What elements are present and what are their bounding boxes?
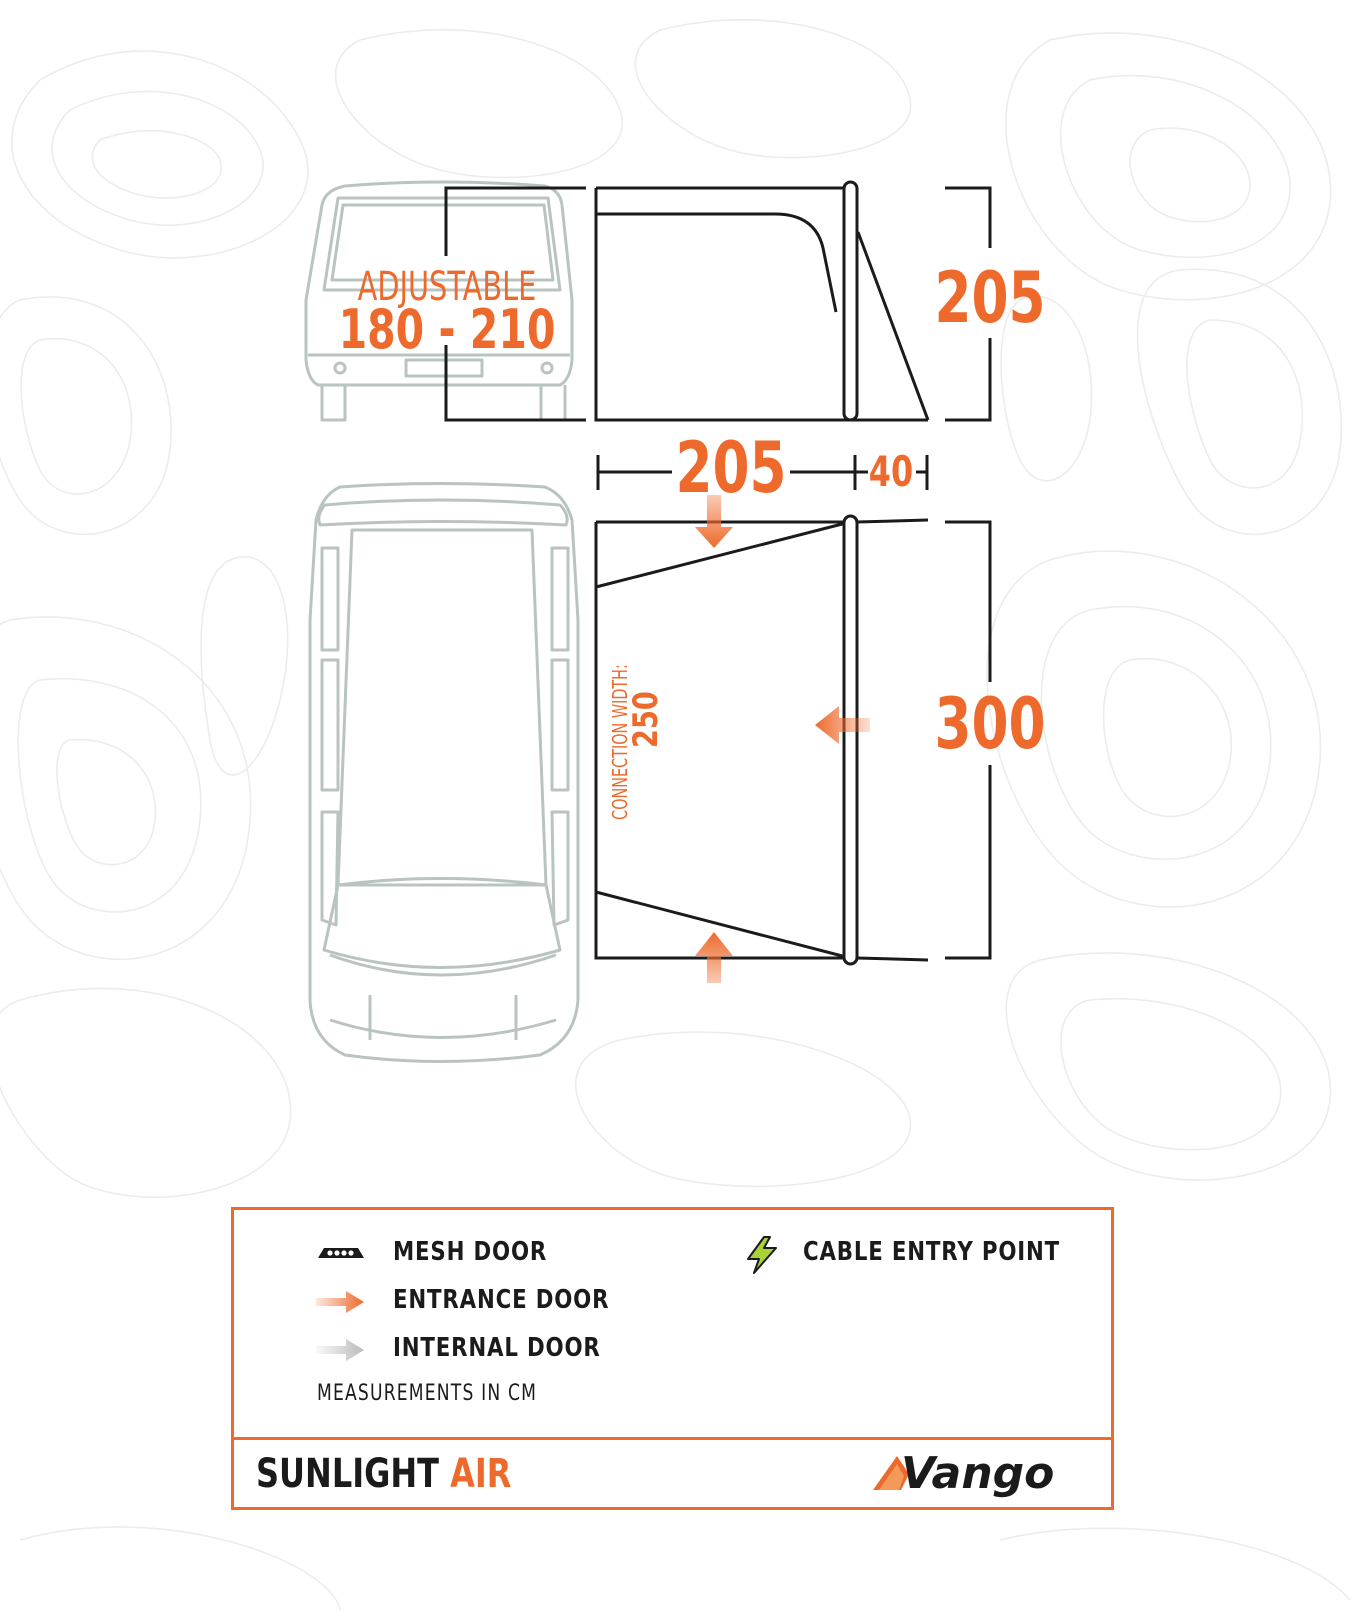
cable-entry-lightning-icon	[742, 1235, 782, 1275]
legend-entrance-door: ENTRANCE DOOR	[393, 1285, 610, 1315]
product-title	[256, 1451, 511, 1497]
side-extension-dimension: 40	[868, 446, 914, 497]
vango-logo	[871, 1446, 1071, 1506]
mesh-door-icon	[316, 1246, 366, 1260]
connection-width-value: 250	[626, 691, 666, 748]
entrance-door-arrow-icon	[316, 1290, 366, 1314]
side-height-dimension: 205	[934, 256, 1046, 339]
vango-logo-text: Vango	[901, 1448, 1055, 1499]
product-name-main: SUNLIGHT	[256, 1451, 439, 1497]
adjustable-label: ADJUSTABLE	[357, 264, 537, 311]
legend-internal-door: INTERNAL DOOR	[393, 1333, 601, 1363]
internal-door-arrow-icon	[316, 1338, 366, 1362]
vehicle-top-view	[310, 484, 578, 1062]
plan-width-dimension: 300	[934, 682, 1046, 765]
legend-measurements-note: MEASUREMENTS IN CM	[317, 1381, 538, 1406]
product-name-accent: AIR	[450, 1451, 512, 1497]
connection-width-label: CONNECTION WIDTH:	[609, 664, 633, 820]
side-depth-dimension: 205	[675, 426, 787, 509]
legend-mesh-door: MESH DOOR	[393, 1237, 548, 1267]
legend-divider	[231, 1437, 1114, 1440]
legend-cable-entry: CABLE ENTRY POINT	[803, 1237, 1061, 1267]
adjustable-range: 180 - 210	[338, 298, 556, 362]
